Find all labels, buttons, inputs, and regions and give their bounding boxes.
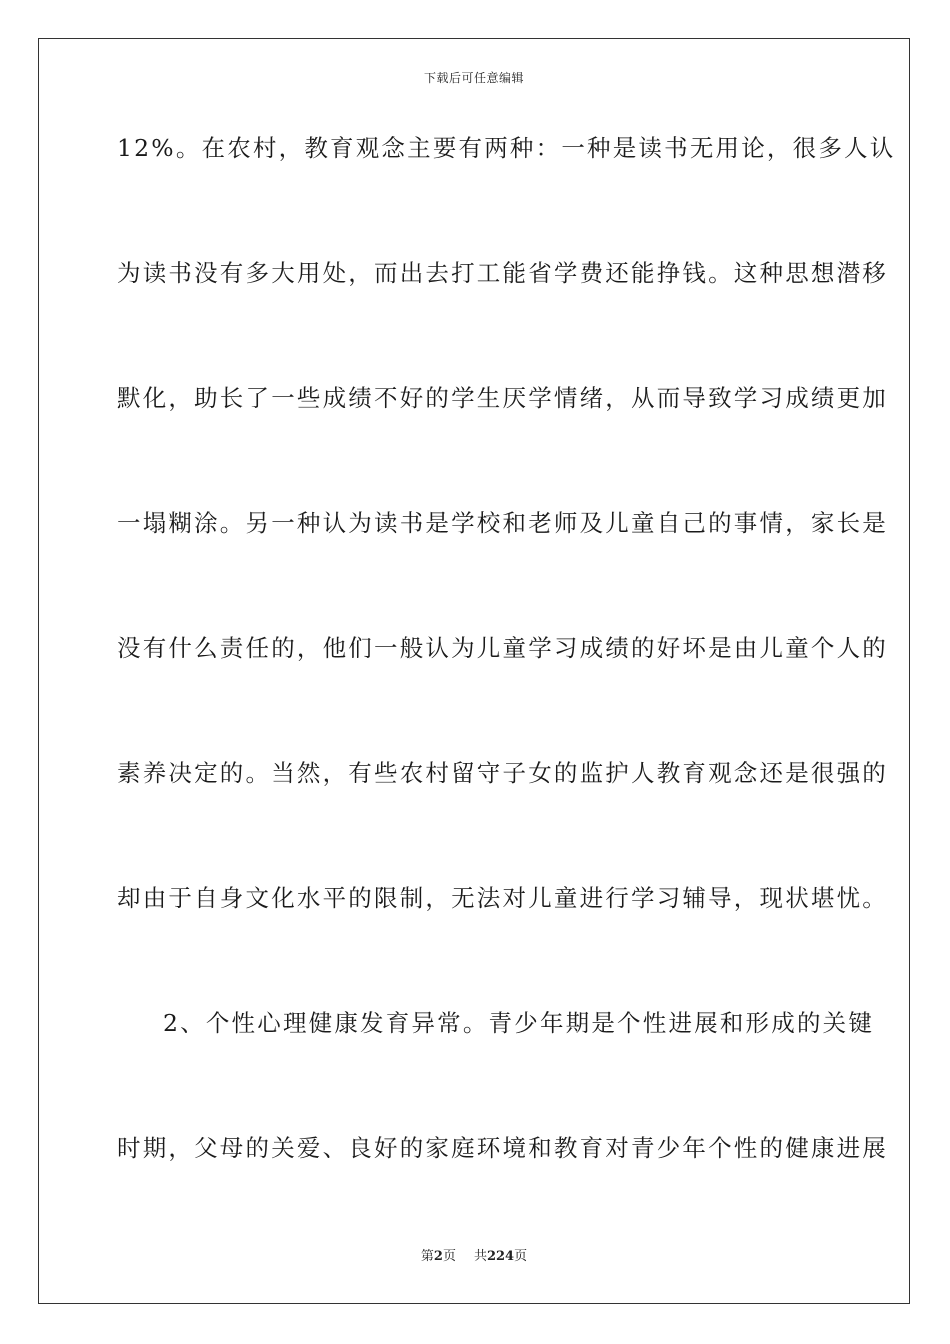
text-line-2: 为读书没有多大用处，而出去打工能省学费还能挣钱。这种思想潜移	[117, 259, 888, 287]
page-number: 2	[433, 1249, 443, 1264]
page-frame	[38, 38, 910, 1304]
body-text	[117, 133, 896, 1258]
total-suffix: 页	[514, 1249, 528, 1264]
text-line-3: 默化，助长了一些成绩不好的学生厌学情绪，从而导致学习成绩更加	[117, 384, 888, 412]
text-line-6: 素养决定的。当然，有些农村留守子女的监护人教育观念还是很强的	[117, 759, 888, 787]
text-line-7: 却由于自身文化水平的限制，无法对儿童进行学习辅导，现状堪忧。	[117, 884, 888, 912]
text-line-8: 2、个性心理健康发育异常。青少年期是个性进展和形成的关键	[163, 1009, 875, 1037]
text-line-1: 12%。在农村，教育观念主要有两种：一种是读书无用论，很多人认	[117, 134, 896, 162]
page-prefix: 第	[420, 1249, 434, 1264]
page-suffix: 页	[442, 1249, 456, 1264]
page-footer	[39, 1245, 909, 1264]
text-line-9: 时期，父母的关爱、良好的家庭环境和教育对青少年个性的健康进展	[117, 1134, 888, 1162]
total-pages: 224	[486, 1249, 515, 1264]
header-note: 下载后可任意编辑	[423, 71, 524, 85]
total-prefix: 共	[473, 1249, 487, 1264]
text-line-5: 没有什么责任的，他们一般认为儿童学习成绩的好坏是由儿童个人的	[117, 634, 888, 662]
text-line-4: 一塌糊涂。另一种认为读书是学校和老师及儿童自己的事情，家长是	[117, 509, 888, 537]
